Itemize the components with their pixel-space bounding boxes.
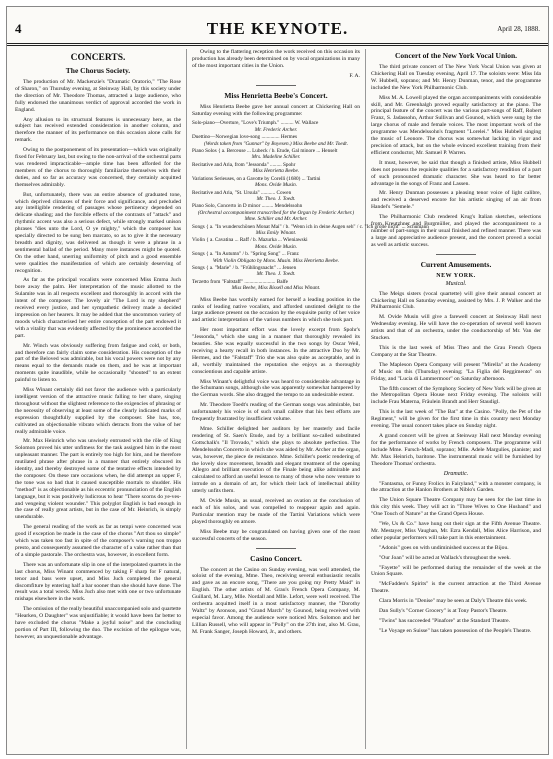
article-paragraph: Mr. Henry Dunman possesses a pleasing tenor voice of light calibre, and received a deserved encore for his artistic singing of an air from Handel's "Semele."	[371, 190, 541, 211]
programme-item: Recitative and Aria, "St. Ursula" ........... Cowen	[192, 189, 292, 196]
programme-performer: Miss Henrietta Beebe.	[252, 168, 300, 175]
column-2	[192, 49, 429, 751]
musical-listings	[371, 291, 541, 468]
article-paragraph: "Le Voyage en Suisse" has taken possession of the People's Theatre.	[379, 627, 532, 634]
chorus-society-article	[15, 79, 181, 641]
article-paragraph: The Philharmonic Club rendered Krug's Italian sketches, selections from Kreutzhner and Burgmüller, and played the accompaniment to a number of part-songs in their usual finished and refined manner. There was a large and appreciative audience present, and the concert proved a social as well as artistic success.	[371, 214, 541, 248]
column-divider	[186, 49, 187, 749]
article-paragraph: The production of Mr. Mackenzie's "Dramatic Oratorio," "The Rose of Sharon," on Thursday evening, at Steinway Hall, by this society under the direction of Mr. Theodore Thomas, attracted a large audience, who fully endorsed the unanimous verdict of approval accorded the work in England.	[15, 79, 181, 113]
programme-performer: Mrs. Madeline Schiller.	[251, 154, 301, 161]
section-heading-concerts: CONCERTS.	[70, 53, 126, 63]
article-paragraph: Miss M. A. Lowell played the organ accompaniments with considerable skill, and Mr. Greenhalgh proved equally satisfactory at the piano. The principal feature of the concert was the various part-songs of Raff, Robert Franz, S. Jadassohn, Arthur Sullivan and Gounod, which were sung by the large chorus of male and female voices. The most important work of the programme was Mendelssohn's fragment "Lorelei." Miss Hubbell singing the music of Leonore. The chorus was somewhat lacking in vigor and precision of attack, but on the whole evinced excellent training from their efficient conductor, Mr. Samuel P. Warren.	[371, 94, 541, 156]
programme-item: Duettino—Norwegian love-song .............. Hermes	[192, 134, 298, 141]
page-number: 4	[15, 21, 22, 36]
author-signature: F. A.	[349, 72, 360, 79]
article-paragraph: The fifth concert of the Symphony Society of New York will be given at the Metropolitan Opera House next Friday evening. The soloists will include Frau Materna, Fräulein Brandt and Herr Staudigl.	[371, 385, 541, 406]
divider	[436, 254, 476, 255]
article-paragraph: Owing to the postponement of its presentation—which was originally fixed for February last, but owing to the non-arrival of the orchestral parts was rendered impracticable—ample time has been afforded for the members of the chorus to thoroughly familiarize themselves with their duties, and so far as accuracy was concerned, they certainly acquitted themselves admirably.	[15, 147, 181, 188]
programme-item: Violin { a. Cavatina ... Raff / b. Mazurka ... Wieniawski	[192, 237, 308, 244]
article-title-beebe-concert: Miss Henrietta Beebe's Concert.	[224, 90, 328, 100]
article-title-vocal-union: Concert of the New York Vocal Union.	[394, 51, 517, 60]
article-paragraph: Miss Henrietta Beebe gave her annual concert at Chickering Hall on Saturday evening with the following programme:	[192, 103, 360, 117]
article-paragraph: There was an unfortunate slip in one of the interpolated quartets in the last chorus, Miss Winant commenced by taking F sharp for F natural, tenor and bass were upset, and Miss Juch completed the general discomfiture by entering half a bar sooner than she should have done. The result was a total wreck. Miss Juch also met with one or two unfortunate mishaps elsewhere in the work.	[15, 561, 181, 603]
article-paragraph: But, unfortunately, there was an entire absence of graduated tone, which deprived climaxes of their force and significance, and precluded any intelligible rendering of passages whose pertinency depended on delicate shading; and the forcible effects of the contrasts of "attack" and rhythmic accent was also a serious defect, while strongly marked unison phrases "dies unto the Lord, O ye mighty," which the composer has specially directed to be sung ben marcato, so as to give it the necessary breadth and dignity, was delivered as though it were a phrase in a sentimental ballad of the period. Many more instances might be quoted. On the other hand, unerring uniformity of pitch and a good ensemble were qualities the manifestation of which are certainly deserving of recognition.	[15, 191, 181, 274]
subsection-dramatic: Dramatic.	[443, 470, 469, 477]
beebe-concert-article	[192, 297, 360, 543]
city-heading: NEW YORK.	[436, 272, 476, 279]
article-paragraph: "Fantasma, or Funny Frolics in Fairyland," with a monster company, is the attraction at the Hanlon Brothers at Niblo's Garden.	[371, 480, 541, 494]
article-paragraph: Owing to the flattering reception the work received on this occasion its production has already been determined on by vocal organizations in many of the most important cities in the Union.	[192, 49, 360, 69]
programme-performer: Mr. Frederic Archer.	[254, 126, 298, 133]
programme-item: Terzetto from "Faltstaff" ........................ Balfe	[192, 278, 288, 285]
article-paragraph: Mr. Winch was obviously suffering from fatigue and cold, or both, and therefore can fairly claim some consideration. His conception of the part of the Beloved was admirable, but his vocal powers were not by any means equal to the demands made on them, and he was at important moments quite inaudible, while he occasionally "shouted" to an extent painful to listen to.	[15, 342, 181, 384]
article-title-chorus-society: The Chorus Society.	[65, 66, 131, 75]
article-paragraph: "Our Joan" will be acted at Wallack's throughout the week.	[379, 554, 511, 561]
programme-performer: Miss Emily Winant.	[255, 229, 297, 236]
dramatic-listings	[371, 481, 541, 635]
article-paragraph: Mme. Schiller delighted her auditors by her masterly and facile rendering of St. Saen's Etude, and by a brilliant so-called substituted Gottschalk's "Il Trovado," which she plays to absolute perfection. The Mendelssohn Concerto in which she was aided by Mr. Archer at the organ, was, however, the piece de resistance. Mme. Schiller's poetic rendering of the lovely slow movement, breadth and elegant treatment of the opening Allegro and brilliant execution of the Finale being alike admirable and calculated to afford an useful lesson to many of those who now venture to intrude on a domain of art, for which their lack of intellectual ability utterly unfits them.	[192, 426, 360, 495]
article-paragraph: A grand concert will be given at Steinway Hall next Monday evening for the performance of works by French composers. The programme will include Mme. Fursch-Madi, soprano; Mlle. Adele Margulies, pianiste; and Mr. Max Heinrich, baritone. The instrumental music will be furnished by Theodore Thomas' orchestra.	[371, 432, 541, 467]
article-title-casino-concert: Casino Concert.	[250, 553, 302, 563]
article-paragraph: Miss Winant's delightful voice was heard to considerable advantage in the Schumann songs, although she was apparently somewhat hampered by the German words. She also dragged the tempo to an undesirable extent.	[192, 378, 360, 399]
subsection-musical: Musical.	[445, 280, 467, 287]
programme-item: Songs { a. "In Autumn" / b. "Spring Song" ... Franz	[192, 251, 299, 258]
article-paragraph: The omission of the really beautiful unaccompanied solo and quartette "Hearken, O Daughter" was unjustifiable; it would have been far better to have excluded the chorus "Make a joyful noise" and the concluding portion of Part III, following the duo. The excision of the epilogue was, however, an unquestionable advantage.	[15, 606, 181, 640]
programme-item: Songs { a. "Marie" / b. "Frühlingsnacht" ... Jensen	[192, 264, 297, 271]
article-paragraph: The Union Square Theatre Company may be seen for the last time in this city this week. They will act in "Three Wives to One Husband" and "One Touch of Nature" at the Grand Opera House.	[371, 497, 541, 518]
programme-item: Solo-piano—Overture, "Love's Triumph." .......... W. Wallace	[192, 120, 319, 127]
programme-item: Songs { a. "In wunderschönen Monat Mai" / b. "Wenn ich in deine Augen seh" / c. "Ich grolle nicht" ... Schumann	[192, 223, 429, 230]
article-paragraph: "Fayette" will be performed during the remainder of the week at the Union Square.	[371, 564, 541, 578]
divider	[256, 85, 296, 86]
column-divider	[365, 49, 366, 749]
divider	[256, 548, 296, 549]
article-paragraph: "Adonis" goes on with undiminished success at the Bijou.	[379, 544, 509, 551]
programme-item: Piano Solo, Concerto in D minor ......... Mendelssohn	[192, 203, 303, 210]
newspaper-page	[6, 6, 549, 755]
issue-date: April 28, 1888.	[497, 25, 540, 33]
programme-item: Recitative and Aria, from "Jessonda" ......... Spohr	[192, 161, 296, 168]
article-paragraph: The Mapleson Opera Company will present "Mirella" at the Academy of Music on this (Thursday) evening; "La Figlia del Reggimento" on Friday, and "Lucia di Lammermoor" on Saturday afternoon.	[371, 361, 541, 382]
programme-item: Piano Solos { a. Berceuse ... Lubeck / b. Etude, Gal minore ... Henselt	[192, 148, 338, 155]
article-paragraph: Miss Beebe has worthily earned for herself a leading position in the ranks of leading native vocalists, and afforded unstinted delight to the large audience present on the occasion by the exquisite purity of her voice and artistic interpretation of the various numbers in which she took part.	[192, 296, 360, 324]
article-paragraph: "McFadden's Spirits" is the current attraction at the Third Avenue Theatre.	[371, 581, 541, 595]
article-paragraph: This is the last week of "The Bat" at the Casino. "Polly, the Pet of the Regiment," will be given for the first time in this country next Monday evening. The usual concert takes place on Sunday night.	[371, 409, 541, 430]
programme-performer: (Words taken from "Gunnar" by Boyesen.) Miss Beebe and Mr. Toedt.	[203, 140, 349, 147]
column-3	[371, 49, 541, 751]
article-paragraph: The general reading of the work as far as tempi were concerned was good if exception be made in the case of the chorus "Art thou so simple" which was taken too fast in spite of the composer's warning non troppo presto, and consequently assumed the character of a valse rather than that of a simple pastorale. The orchestra was, however, in excellent form.	[15, 524, 181, 558]
article-paragraph: "We, Us & Co." have hung out their sign at the Fifth Avenue Theatre. Mr. Mestayer, Miss Vaughan, Mr. Ezra Kendall, Miss Alice Harrison, and other popular performers will take part in this entertainment.	[371, 521, 541, 541]
article-paragraph: "Twins" has succeeded "Pinafore" at the Standard Theatre.	[379, 618, 511, 624]
article-paragraph: Miss Beebe may be congratulated on having given one of the most successful concerts of the season.	[192, 528, 360, 542]
concert-programme	[192, 120, 429, 292]
article-paragraph: The third private concert of The New York Vocal Union was given at Chickering Hall on Tuesday evening, April 17. The soloists were: Miss Ida W. Hubbell, soprano; and Mr. Henry Dunman, tenor, and the programme included the New York Philharmonic Club.	[371, 64, 541, 91]
article-paragraph: Mr. Theodore Toedt's reading of the German songs was admirable, but unfortunately his voice is of such small calibre that his best efforts are frequently frustrated by insufficient volume.	[192, 402, 360, 423]
article-paragraph: Her most important effort was the lovely excerpt from Spohr's "Jessonda," which she sang in a manner that thoroughly revealed its beauties. She was equally successful in the two songs by Oscar Weil, receiving a hearty recall in both instances. In the attractive Duo by Mr. Hermes, and the "Falstaff" Trio she was also quite as acceptable, and in all, worthily maintained the reputation she enjoys as a thoroughly conscientious and capable artiste.	[192, 327, 360, 375]
programme-performer: Mons. Ovide Musin.	[254, 243, 298, 250]
newspaper-title: THE KEYNOTE.	[206, 19, 349, 38]
programme-performer: With Violin Obligato by Mons. Musin. Miss Henrietta Beebe.	[212, 257, 340, 264]
programme-performer: Miss Beebe, Miss Bissell and Miss Winant.	[231, 285, 321, 292]
article-paragraph: Clara Morris in "Denise" may be seen at Daly's Theatre this week.	[379, 598, 528, 605]
article-paragraph: As far as the principal vocalists were concerned Miss Emma Juch bore away the palm. Her interpretation of the music allotted to the Sulamite was in all respects excellent and thoroughly in accord with the intent of the composer. The lovely air "The Lord is my shepherd" received every justice, and her sympathetic delivery made a decided impression on her hearers. It may be added that the uncommon variety of moods which characterised her entire conception of the part endowed it with a vitality that was evidently affected by the prominence accorded the part.	[15, 277, 181, 339]
column-1	[15, 49, 181, 751]
article-paragraph: M. Ovide Musin will give a farewell concert at Steinway Hall next Wednesday evening. He will have the co-operation of several well known artists and that of an orchestra, under the conductorship of Mr. Van der Stucken.	[371, 314, 541, 342]
programme-performer: (Orchestral accompaniment transcribed for the Organ by Frederic Archer.) Mme. Schiller and Mr. Archer.	[197, 209, 355, 223]
article-paragraph: This is the last week of Miss Theo and the Grau French Opera Company at the Star Theatre.	[371, 345, 541, 358]
article-paragraph: The Meigs sisters (vocal quartette) will give their annual concert at Chickering Hall on Saturday evening, assisted by Mrs. J. P. Walker and the Philharmonic Club.	[371, 290, 541, 311]
masthead	[7, 7, 548, 46]
programme-performer: Mr. Theo. J. Toedt.	[256, 271, 296, 278]
programme-item: Variations Serieuses, on a Gavotte by Corelli (1680) ... Tartini	[192, 175, 321, 182]
article-paragraph: Mr. Max Heinrich who was unwisely entrusted with the rôle of King Solomon proved his utter unfitness for the task assigned him in the most unpleasant manner. The part is entirely too high for him, and he therefore mutilated phrase after phrase in a manner that entirely obscured its identity, and thereby destroyed some of the tentative effects intended by the composer. On these rare occasions when, he did attempt an upper F, the tone was so bad that it caused susceptible mortals to shudder. His "method" is as objectionable as his eccentric pronunciation of the English language, but it was positively ludicrous to hear "There scorns do ye-ves-and vengeing violent wounder." This polyglot English is bad enough in the case of really great artists, but in the case of Mr. Heinrich, is simply unendurable.	[15, 438, 181, 521]
article-paragraph: Any allusion to its structural features is unnecessary here, as the subject has received extended consideration in another column, and therefore the manner of its performance on this occasion alone calls for remark.	[15, 116, 181, 144]
vocal-union-article	[371, 64, 541, 249]
programme-performer: Mr. Theo. J. Toedt.	[256, 195, 296, 202]
programme-performer: Mons. Ovide Musin.	[254, 182, 298, 189]
article-paragraph: Miss Winant certainly did not favor the audience with a particularly intelligent version of the attractive music falling to her share, singing throughout without the slightest reference to the exigencies of phrasing or the necessity of observing at least some of the clearly indicated marks of expression thoughtfully supplied by the composer. She has, too, cultivated an objectionable vibrato which detracts from the value of her really admirable voice.	[15, 387, 181, 435]
article-paragraph: M. Ovide Musin, as usual, received an ovation at the conclusion of each of his solos, and was compelled to reappear again and again. Particular mention may be made of the Tartini Variations which were played thoroughly en amore.	[192, 498, 360, 525]
article-paragraph: The concert at the Casino on Sunday evening, was well attended, the soloist of the evening, Mme. Theo, receiving several enthusiastic recalls and gave as an encore song, "There are you going my Pretty Maid" in English. The other artists of M. Grau's French Opera Company, M. Guillard, M. Lary, Mlle. Nordall and Mlle. Lefort, were well received. The orchestra acquitted itself in a most satisfactory manner, the "Dorothy Waltz" by Aronson, and "Grand March" by Gounod, being received with especial favor. Among the audience were noticed Mrs. Solomon and her Lillian Russell, who will appear in "Polly" on the 27th inst, also M. Grau, M. Frank Sanger, Joseph Howard, Jr., and others.	[192, 566, 360, 635]
article-paragraph: It must, however, be said that though a finished artiste, Miss Hubbell does not possess the requisite qualities for a satisfactory rendition of a part of such pronounced dramatic character. She was heard to far better advantage in the songs of Franz and Lassen.	[371, 159, 541, 187]
article-title-current-amusements: Current Amusements.	[420, 259, 492, 269]
article-paragraph: Dan Sully's "Corner Grocery" is at Tony Pastor's Theatre.	[379, 608, 508, 615]
